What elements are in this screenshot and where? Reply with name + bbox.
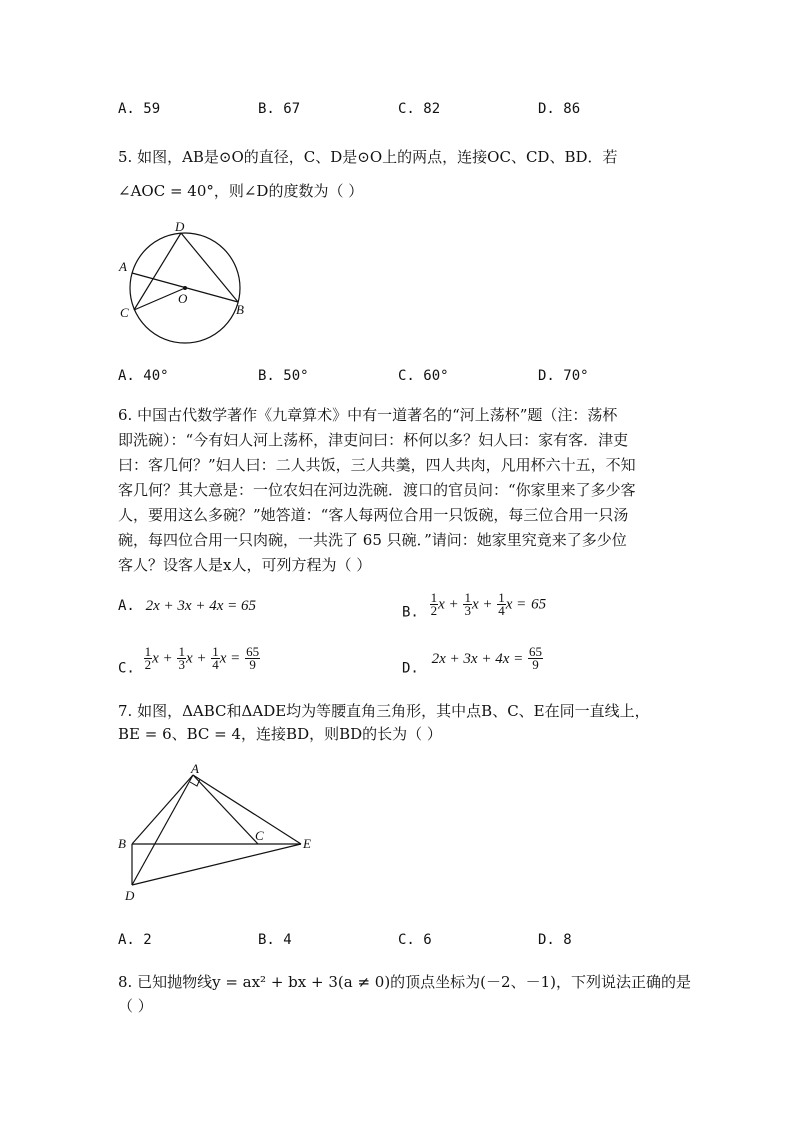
q6-option-b-letter: B. (402, 604, 419, 621)
label-o: O (178, 291, 188, 306)
value-65: 65 (531, 596, 547, 613)
fraction-65-9: $\frac{65}{9}$ (246, 644, 260, 672)
q8-stem-line1: 8. 已知抛物线y = ax² + bx + 3(a ≠ 0)的顶点坐标为(－2、－1)，下列说法正确的是 (118, 973, 691, 991)
q5-stem-line1: 5. 如图，AB是⊙O的直径，C、D是⊙O上的两点，连接OC、CD、BD．若 (118, 148, 618, 166)
q6-stem-line4: 客几何？其大意是：一位农妇在河边洗碗．渡口的官员问：“你家里来了多少客 (118, 481, 636, 499)
fraction-quarter: $\frac{1}{4}$ (212, 644, 219, 672)
term-x-plus: x + (152, 650, 173, 667)
label-a: A (191, 761, 199, 776)
segment-bd (181, 233, 238, 302)
q6-stem-line3: 曰：客几何？”妇人曰：二人共饭，三人共羹，四人共肉，凡用杯六十五，不知 (118, 456, 636, 474)
q6-option-c-letter: C. (118, 660, 135, 677)
label-b: B (118, 836, 126, 851)
q6-stem-line6: 碗，每四位合用一只肉碗，一共洗了 65 只碗．”请问：她家里究竟来了多少位 (118, 531, 627, 549)
label-d: D (175, 219, 185, 234)
q5-option-d: D. 70° (538, 368, 589, 384)
q7-stem-line2: BE = 6、BC = 4，连接BD，则BD的长为（ ） (118, 725, 442, 743)
segment-ae (193, 775, 301, 844)
fraction-quarter: $\frac{1}{4}$ (498, 590, 505, 618)
q6-option-b (402, 592, 546, 621)
q7-stem-line1: 7. 如图，ΔABC和ΔADE均为等腰直角三角形，其中点B、C、E在同一直线上， (118, 702, 650, 720)
q6-option-d (402, 646, 543, 677)
q5-stem-line2: ∠AOC = 40°，则∠D的度数为（ ） (118, 182, 364, 200)
q7-triangle-figure (112, 760, 322, 910)
fraction-third: $\frac{1}{3}$ (464, 590, 471, 618)
q6-option-a (118, 596, 256, 615)
q7-option-b: B. 4 (258, 932, 292, 948)
q6-option-a-letter: A. (118, 598, 135, 614)
q7-option-d: D. 8 (538, 932, 572, 948)
segment-cd (134, 233, 181, 310)
fraction-half: $\frac{1}{2}$ (430, 590, 438, 618)
q8-stem-line2: （ ） (118, 997, 153, 1015)
q6-option-d-equation: 2x + 3x + 4x = (431, 650, 524, 667)
q4-option-a: A. 59 (118, 101, 161, 117)
fraction-half: $\frac{1}{2}$ (144, 644, 152, 672)
q5-option-b: B. 50° (258, 368, 309, 384)
label-c: C (120, 305, 129, 320)
q7-option-c: C. 6 (398, 932, 432, 948)
q7-option-a: A. 2 (118, 932, 152, 948)
term-x-plus: x + (185, 650, 207, 667)
q4-option-b: B. 67 (258, 101, 301, 117)
q4-option-c: C. 82 (398, 101, 441, 117)
term-x-eq: x = (505, 596, 527, 613)
term-x-plus: x + (438, 596, 459, 613)
label-e: E (303, 836, 311, 851)
segment-de (132, 844, 301, 885)
q6-stem-line7: 客人？设客人是x人，可列方程为（ ） (118, 556, 372, 574)
term-x-plus: x + (471, 596, 493, 613)
fraction-third: $\frac{1}{3}$ (178, 644, 185, 672)
label-b: B (236, 302, 244, 317)
q5-option-a: A. 40° (118, 368, 169, 384)
term-x-eq: x = (219, 650, 241, 667)
label-d: D (125, 888, 135, 903)
segment-ac (193, 775, 258, 844)
fraction-65-9: $\frac{65}{9}$ (529, 644, 543, 672)
q6-option-d-letter: D. (402, 660, 419, 677)
segment-ab (132, 775, 193, 844)
label-a: A (119, 259, 127, 274)
label-c: C (255, 828, 264, 843)
q6-stem-line1: 6. 中国古代数学著作《九章算术》中有一道著名的“河上荡杯”题（注：荡杯 (118, 406, 618, 424)
q6-option-c (118, 646, 260, 677)
q6-stem-line2: 即洗碗）：“今有妇人河上荡杯，津吏问曰：杯何以多？妇人曰：家有客．津吏 (118, 431, 629, 449)
q6-option-a-equation: 2x + 3x + 4x = 65 (145, 598, 256, 614)
segment-ad (132, 775, 193, 885)
center-point (183, 286, 187, 290)
q5-option-c: C. 60° (398, 368, 449, 384)
q4-option-d: D. 86 (538, 101, 581, 117)
q6-stem-line5: 人，要用这么多碗？”她答道：“客人每两位合用一只饭碗，每三位合用一只汤 (118, 506, 629, 524)
q5-circle-figure (112, 218, 252, 348)
